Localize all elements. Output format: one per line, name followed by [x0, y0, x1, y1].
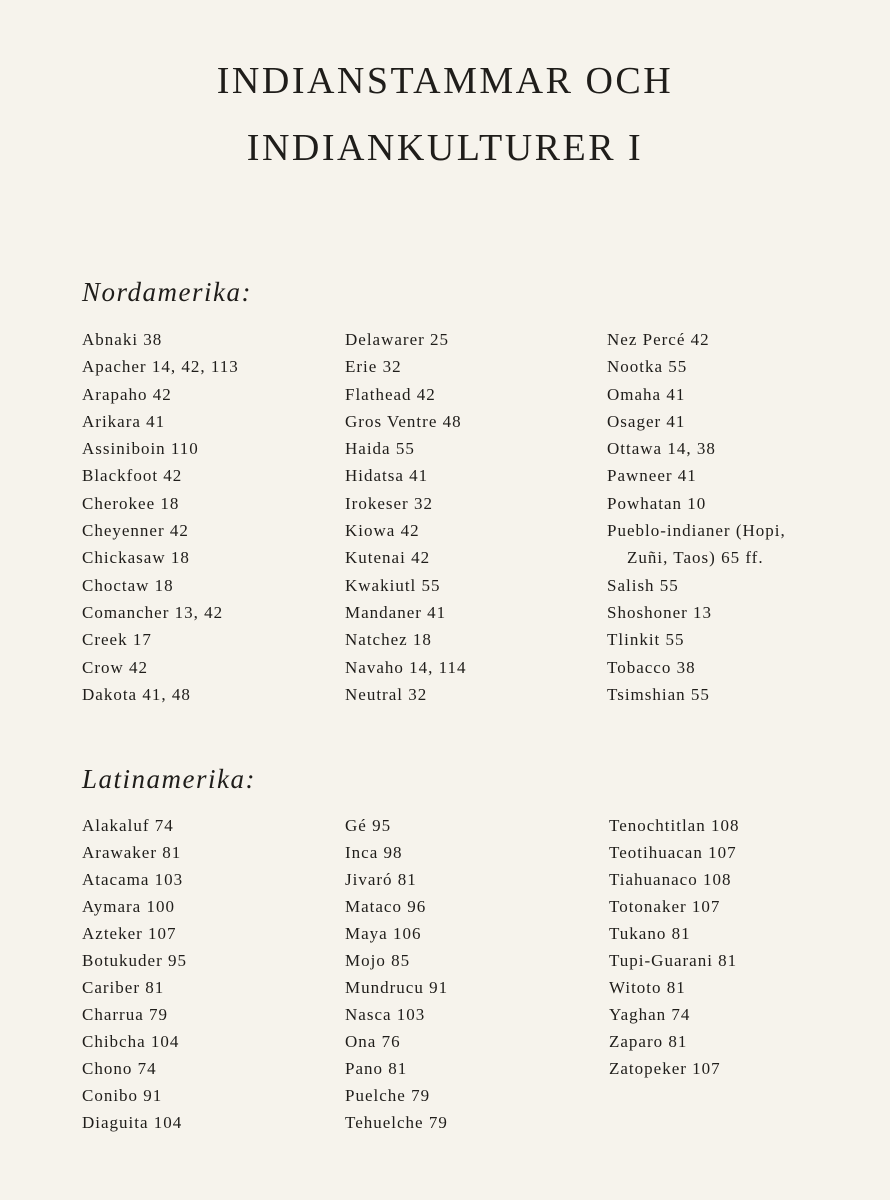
index-column-3 — [607, 326, 786, 708]
index-entry: Arapaho 42 — [82, 384, 172, 404]
index-entry: Tiahuanaco 108 — [609, 870, 732, 889]
index-entry: Gé 95 — [345, 816, 392, 835]
index-entry: Aymara 100 — [82, 897, 175, 916]
index-entry: Conibo 91 — [82, 1086, 163, 1105]
index-entry: Tehuelche 79 — [345, 1113, 448, 1132]
index-entry: Erie 32 — [345, 357, 402, 377]
index-entry: Abnaki 38 — [82, 330, 163, 349]
index-column-3 — [609, 812, 739, 1082]
index-column-2 — [345, 812, 448, 1136]
index-entry: Kutenai 42 — [345, 548, 431, 568]
index-entry: Tsimshian 55 — [607, 684, 710, 704]
index-entry: Zatopeker 107 — [609, 1059, 721, 1078]
index-entry: Apacher 14, 42, 113 — [82, 357, 239, 377]
index-entry: Tlinkit 55 — [607, 630, 685, 650]
index-entry: Cheyenner 42 — [82, 521, 189, 541]
index-entry: Arawaker 81 — [82, 843, 182, 862]
index-entry: Mojo 85 — [345, 951, 411, 970]
index-entry: Ottawa 14, 38 — [607, 439, 716, 459]
index-entry: Jivaró 81 — [345, 870, 417, 889]
index-entry: Powhatan 10 — [607, 493, 707, 513]
index-entry: Azteker 107 — [82, 924, 177, 943]
index-entry: Chono 74 — [82, 1059, 157, 1078]
page-title-line-2: INDIANKULTURER I — [246, 127, 644, 169]
index-entry: Flathead 42 — [345, 384, 436, 404]
index-entry: Witoto 81 — [609, 978, 686, 997]
index-entry: Haida 55 — [345, 439, 415, 459]
index-entry: Creek 17 — [82, 630, 152, 650]
index-entry: Yaghan 74 — [609, 1005, 691, 1024]
index-entry: Dakota 41, 48 — [82, 684, 191, 704]
section-heading-latinamerika: Latinamerika: — [82, 764, 256, 794]
index-entry: Tobacco 38 — [607, 657, 696, 677]
index-entry: Navaho 14, 114 — [345, 657, 467, 677]
index-entry: Mandaner 41 — [345, 602, 447, 622]
index-entry: Hidatsa 41 — [345, 466, 429, 486]
index-entry: Totonaker 107 — [609, 897, 721, 916]
index-column-1 — [82, 326, 239, 708]
index-entry: Tenochtitlan 108 — [609, 816, 740, 835]
index-column-1 — [82, 812, 187, 1136]
index-entry: Mataco 96 — [345, 897, 427, 916]
index-entry: Teotihuacan 107 — [609, 843, 737, 862]
index-entry: Neutral 32 — [345, 684, 428, 704]
index-entry: Pueblo-indianer (Hopi, — [607, 521, 786, 541]
index-entry: Chibcha 104 — [82, 1032, 180, 1051]
index-column-2 — [345, 326, 467, 708]
index-entry: Alakaluf 74 — [82, 816, 174, 835]
index-entry: Delawarer 25 — [345, 330, 450, 349]
index-entry: Puelche 79 — [345, 1086, 431, 1105]
index-entry: Shoshoner 13 — [607, 602, 713, 622]
index-entry: Omaha 41 — [607, 384, 686, 404]
index-entry: Crow 42 — [82, 657, 149, 677]
index-entry: Gros Ventre 48 — [345, 411, 462, 431]
index-entry: Atacama 103 — [82, 870, 184, 889]
index-entry: Nootka 55 — [607, 357, 688, 377]
index-entry: Tupi-Guarani 81 — [609, 951, 738, 970]
page-title-line-1: INDIANSTAMMAR OCH — [216, 60, 674, 102]
index-entry: Natchez 18 — [345, 630, 432, 650]
index-entry: Inca 98 — [345, 843, 403, 862]
index-entry: Irokeser 32 — [345, 493, 433, 513]
index-entry: Arikara 41 — [82, 411, 166, 431]
index-entry: Salish 55 — [607, 575, 679, 595]
index-entry: Botukuder 95 — [82, 951, 188, 970]
index-entry: Pawneer 41 — [607, 466, 697, 486]
index-entry: Cariber 81 — [82, 978, 165, 997]
index-entry: Charrua 79 — [82, 1005, 169, 1024]
index-entry: Comancher 13, 42 — [82, 602, 224, 622]
index-entry: Pano 81 — [345, 1059, 408, 1078]
index-entry: Kiowa 42 — [345, 521, 420, 541]
index-entry: Blackfoot 42 — [82, 466, 183, 486]
index-entry: Osager 41 — [607, 411, 686, 431]
index-entry: Nez Percé 42 — [607, 330, 710, 349]
index-entry: Kwakiutl 55 — [345, 575, 441, 595]
index-entry: Ona 76 — [345, 1032, 401, 1051]
section-heading-nordamerika: Nordamerika: — [82, 277, 252, 307]
index-entry: Chickasaw 18 — [82, 548, 190, 568]
index-entry: Assiniboin 110 — [82, 439, 199, 459]
index-entry: Tukano 81 — [609, 924, 691, 943]
index-entry: Diaguita 104 — [82, 1113, 183, 1132]
index-entry: Cherokee 18 — [82, 493, 180, 513]
index-entry: Zaparo 81 — [609, 1032, 688, 1051]
index-entry: Mundrucu 91 — [345, 978, 449, 997]
index-entry: Nasca 103 — [345, 1005, 426, 1024]
index-entry: Maya 106 — [345, 924, 422, 943]
index-entry-continuation: Zuñi, Taos) 65 ff. — [627, 548, 764, 568]
index-entry: Choctaw 18 — [82, 575, 174, 595]
